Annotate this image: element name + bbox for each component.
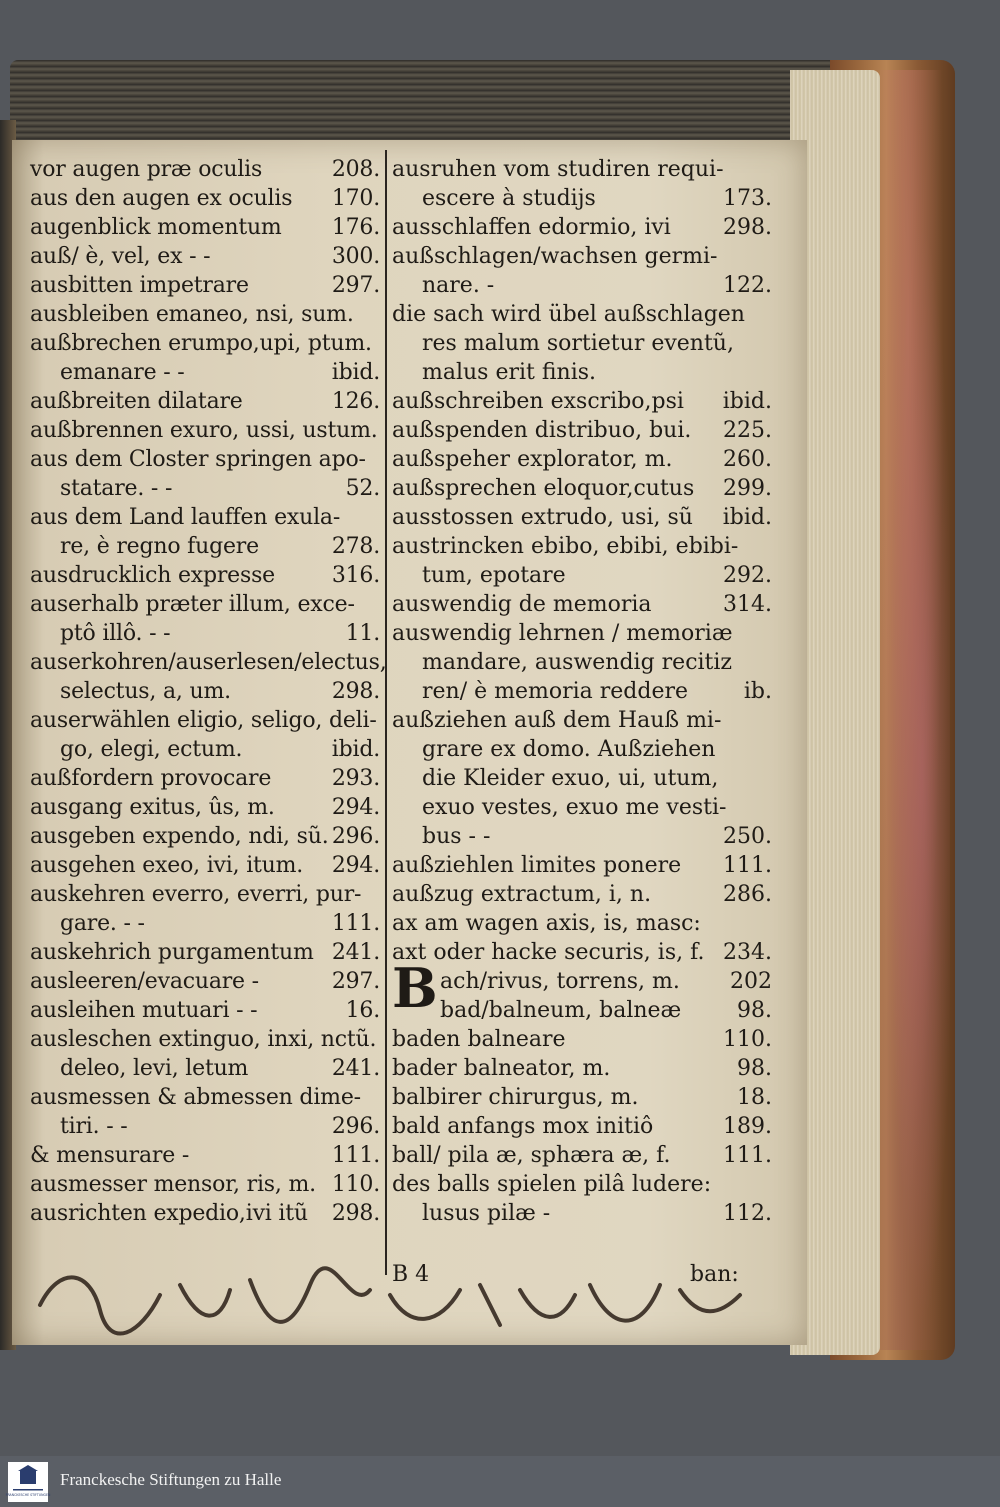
dictionary-entry <box>392 532 772 561</box>
entry-page-ref: 297. <box>331 273 380 298</box>
entry-text: auswendig lehrnen / memoriæ <box>392 621 733 646</box>
dictionary-entry <box>30 764 380 793</box>
entry-text: tiri. - - <box>60 1114 128 1139</box>
entry-page-ref: 297. <box>331 969 380 994</box>
entry-page-ref: 170. <box>331 186 380 211</box>
logo-caption: FRANCKESCHE STIFTUNGEN <box>5 1493 51 1497</box>
dictionary-entry <box>392 1083 772 1112</box>
dictionary-entry <box>30 242 380 271</box>
dictionary-entry <box>392 909 772 938</box>
dictionary-entry <box>392 358 772 387</box>
entry-page-ref: 260. <box>723 447 772 472</box>
entry-text: ausgang exitus, ûs, m. <box>30 795 275 820</box>
dictionary-entry <box>392 619 772 648</box>
dictionary-entry <box>392 503 772 532</box>
dictionary-entry <box>30 358 380 387</box>
entry-text: ausbitten impetrare <box>30 273 249 298</box>
entry-text: & mensurare - <box>30 1143 190 1168</box>
entry-text: lusus pilæ - <box>422 1201 551 1226</box>
dictionary-entry <box>392 271 772 300</box>
entry-text: ren/ è memoria reddere <box>422 679 689 704</box>
dictionary-entry <box>392 822 772 851</box>
entry-page-ref: 208. <box>331 157 380 182</box>
entry-page-ref: 316. <box>331 563 380 588</box>
dictionary-entry <box>392 213 772 242</box>
dictionary-entry <box>30 880 380 909</box>
entry-page-ref: 234. <box>723 940 772 965</box>
marbled-cover <box>880 70 950 1350</box>
dictionary-entry <box>392 706 772 735</box>
entry-text: balbirer chirurgus, m. <box>392 1085 639 1110</box>
dictionary-entry <box>392 938 772 967</box>
entry-page-ref: 278. <box>331 534 380 559</box>
dictionary-entry <box>30 1083 380 1112</box>
entry-text: go, elegi, ectum. <box>60 737 243 762</box>
entry-text: augenblick momentum <box>30 215 282 240</box>
dictionary-entry <box>30 300 380 329</box>
entry-page-ref: 250. <box>723 824 772 849</box>
entry-text: ausruhen vom studiren requi- <box>392 157 724 182</box>
dictionary-entry <box>392 648 772 677</box>
dictionary-entry <box>392 1054 772 1083</box>
entry-text: ausgehen exeo, ivi, itum. <box>30 853 304 878</box>
entry-text: außsprechen eloquor,cutus <box>392 476 695 501</box>
dictionary-entry <box>392 793 772 822</box>
dictionary-entry <box>392 387 772 416</box>
dictionary-entry <box>30 735 380 764</box>
entry-page-ref: 299. <box>723 476 772 501</box>
entry-text: aus dem Land lauffen exula- <box>30 505 341 530</box>
entry-page-ref: ibid. <box>722 389 772 414</box>
dictionary-entry <box>392 416 772 445</box>
entry-text: ausrichten expedio,ivi itũ <box>30 1201 308 1226</box>
dictionary-entry <box>392 1199 772 1228</box>
entry-page-ref: 296. <box>331 1114 380 1139</box>
dictionary-entry <box>30 938 380 967</box>
entry-text: exuo vestes, exuo me vesti- <box>422 795 727 820</box>
entry-text: aus dem Closter springen apo- <box>30 447 366 472</box>
entry-text: ax am wagen axis, is, masc: <box>392 911 701 936</box>
entry-text: auserhalb præter illum, exce- <box>30 592 355 617</box>
entry-page-ref: 241. <box>331 1056 380 1081</box>
dictionary-entry <box>392 561 772 590</box>
entry-text: ausbleiben emaneo, nsi, sum. <box>30 302 354 327</box>
entry-page-ref: 11. <box>345 621 380 646</box>
column-divider <box>385 150 387 1275</box>
dictionary-entry <box>30 967 380 996</box>
entry-text: bald anfangs mox initiô <box>392 1114 654 1139</box>
entry-text: auskehren everro, everri, pur- <box>30 882 362 907</box>
entry-text: ausmesser mensor, ris, m. <box>30 1172 316 1197</box>
signature-mark: B 4 <box>392 1262 430 1287</box>
entry-page-ref: 111. <box>331 911 380 936</box>
dictionary-entry <box>392 880 772 909</box>
dictionary-entry <box>392 1141 772 1170</box>
handwritten-inscription <box>30 1255 750 1345</box>
entry-page-ref: 110. <box>331 1172 380 1197</box>
book-top-edge <box>10 60 880 150</box>
entry-text: ausgeben expendo, ndi, sũ. <box>30 824 329 849</box>
entry-text: ausmessen & abmessen dime- <box>30 1085 361 1110</box>
dictionary-entry <box>392 677 772 706</box>
dictionary-entry <box>392 445 772 474</box>
entry-page-ref: 202 <box>730 969 772 994</box>
entry-text: mandare, auswendig recitiz <box>422 650 733 675</box>
entry-page-ref: 176. <box>331 215 380 240</box>
dictionary-entry <box>30 1054 380 1083</box>
entry-page-ref: 173. <box>723 186 772 211</box>
attribution-text: Franckesche Stiftungen zu Halle <box>60 1470 282 1489</box>
entry-text: außspenden distribuo, bui. <box>392 418 692 443</box>
dictionary-entry <box>392 242 772 271</box>
entry-page-ref: 293. <box>331 766 380 791</box>
entry-text: nare. - <box>422 273 495 298</box>
dictionary-entry <box>392 184 772 213</box>
dictionary-entry <box>30 677 380 706</box>
entry-page-ref: 16. <box>345 998 380 1023</box>
dictionary-entry <box>30 1112 380 1141</box>
dictionary-entry <box>30 706 380 735</box>
entry-text: außziehlen limites ponere <box>392 853 682 878</box>
entry-text: außbrechen erumpo,upi, ptum. <box>30 331 372 356</box>
entry-page-ref: 286. <box>723 882 772 907</box>
dictionary-entry <box>30 532 380 561</box>
dictionary-entry <box>30 1199 380 1228</box>
entry-page-ref: 112. <box>723 1201 772 1226</box>
entry-text: außbrennen exuro, ussi, ustum. <box>30 418 378 443</box>
entry-text: bad/balneum, balneæ <box>440 998 682 1023</box>
entry-text: axt oder hacke securis, is, f. <box>392 940 705 965</box>
entry-text: außschlagen/wachsen germi- <box>392 244 718 269</box>
entry-text: ball/ pila æ, sphæra æ, f. <box>392 1143 671 1168</box>
dictionary-entry <box>30 503 380 532</box>
entry-text: res malum sortietur eventũ, <box>422 331 734 356</box>
entry-text: außschreiben exscribo,psi <box>392 389 684 414</box>
entry-text: ausleihen mutuari - - <box>30 998 258 1023</box>
entry-text: malus erit finis. <box>422 360 597 385</box>
entry-page-ref: 126. <box>331 389 380 414</box>
entry-text: vor augen præ oculis <box>30 157 263 182</box>
entry-text: auskehrich purgamentum <box>30 940 314 965</box>
entry-text: gare. - - <box>60 911 145 936</box>
dictionary-entry <box>392 764 772 793</box>
dictionary-entry <box>30 474 380 503</box>
entry-page-ref: 296. <box>331 824 380 849</box>
entry-page-ref: 292. <box>723 563 772 588</box>
dictionary-entry <box>30 851 380 880</box>
dictionary-entry <box>30 416 380 445</box>
entry-page-ref: 189. <box>723 1114 772 1139</box>
entry-page-ref: 225. <box>723 418 772 443</box>
entry-text: austrincken ebibo, ebibi, ebibi- <box>392 534 739 559</box>
dictionary-entry <box>30 184 380 213</box>
dictionary-entry <box>392 1170 772 1199</box>
entry-text: auß/ è, vel, ex - - <box>30 244 211 269</box>
entry-text: selectus, a, um. <box>60 679 231 704</box>
entry-text: auswendig de memoria <box>392 592 652 617</box>
entry-text: re, è regno fugere <box>60 534 259 559</box>
entry-page-ref: 111. <box>723 853 772 878</box>
dictionary-entry <box>392 474 772 503</box>
right-column <box>392 155 772 1228</box>
entry-text: auserwählen eligio, seligo, deli- <box>30 708 377 733</box>
dictionary-entry <box>392 300 772 329</box>
dictionary-entry <box>30 793 380 822</box>
entry-text: außspeher explorator, m. <box>392 447 673 472</box>
entry-text: aus den augen ex oculis <box>30 186 293 211</box>
entry-page-ref: 314. <box>723 592 772 617</box>
entry-text: außziehen auß dem Hauß mi- <box>392 708 722 733</box>
entry-text: deleo, levi, letum <box>60 1056 249 1081</box>
catchword: ban: <box>690 1262 739 1287</box>
entry-text: ausleeren/evacuare - <box>30 969 259 994</box>
entry-text: emanare - - <box>60 360 185 385</box>
entry-page-ref: ibid. <box>331 737 380 762</box>
entry-text: bus - - <box>422 824 491 849</box>
entry-text: ptô illô. - - <box>60 621 171 646</box>
entry-text: auserkohren/auserlesen/electus, <box>30 650 387 675</box>
dictionary-entry <box>392 1112 772 1141</box>
dictionary-entry <box>30 822 380 851</box>
dictionary-entry <box>30 445 380 474</box>
dictionary-entry <box>30 996 380 1025</box>
entry-text: außzug extractum, i, n. <box>392 882 652 907</box>
entry-text: escere à studijs <box>422 186 596 211</box>
entry-page-ref: 52. <box>345 476 380 501</box>
dictionary-entry <box>392 590 772 619</box>
dictionary-entry <box>30 619 380 648</box>
entry-page-ref: ibid. <box>331 360 380 385</box>
entry-page-ref: 98. <box>737 1056 772 1081</box>
entry-page-ref: 122. <box>723 273 772 298</box>
entry-text: die Kleider exuo, ui, utum, <box>422 766 719 791</box>
entry-page-ref: 300. <box>331 244 380 269</box>
entry-page-ref: 110. <box>723 1027 772 1052</box>
dictionary-entry <box>30 1170 380 1199</box>
entry-page-ref: 98. <box>737 998 772 1023</box>
entry-page-ref: ibid. <box>722 505 772 530</box>
entry-text: tum, epotare <box>422 563 566 588</box>
entry-page-ref: 298. <box>331 679 380 704</box>
dictionary-entry <box>392 735 772 764</box>
dictionary-entry <box>30 271 380 300</box>
dictionary-entry <box>392 1025 772 1054</box>
entry-text: ausschlaffen edormio, ivi <box>392 215 671 240</box>
entry-text: außfordern provocare <box>30 766 272 791</box>
entry-page-ref: 294. <box>331 853 380 878</box>
entry-text: die sach wird übel außschlagen <box>392 302 745 327</box>
dictionary-entry <box>30 155 380 184</box>
dictionary-entry <box>392 996 772 1025</box>
dictionary-entry <box>30 590 380 619</box>
left-column <box>30 155 387 1228</box>
dictionary-entry <box>392 155 772 184</box>
entry-text: des balls spielen pilâ ludere: <box>392 1172 712 1197</box>
foundation-logo-icon <box>5 1462 51 1502</box>
entry-text: ausstossen extrudo, usi, sũ <box>392 505 693 530</box>
entry-page-ref: 298. <box>723 215 772 240</box>
entry-text: baden balneare <box>392 1027 566 1052</box>
entry-text: außbreiten dilatare <box>30 389 243 414</box>
entry-page-ref: ib. <box>743 679 772 704</box>
dictionary-entry <box>30 1025 380 1054</box>
entry-text: ach/rivus, torrens, m. <box>440 969 680 994</box>
dictionary-entry <box>30 648 387 677</box>
entry-text: ausleschen extinguo, inxi, nctũ. <box>30 1027 377 1052</box>
entry-page-ref: 294. <box>331 795 380 820</box>
entry-text: grare ex domo. Außziehen <box>422 737 716 762</box>
entry-text: statare. - - <box>60 476 173 501</box>
entry-page-ref: 298. <box>331 1201 380 1226</box>
entry-page-ref: 241. <box>331 940 380 965</box>
dictionary-entry <box>30 387 380 416</box>
dictionary-entry <box>392 851 772 880</box>
entry-page-ref: 111. <box>723 1143 772 1168</box>
dictionary-entry <box>30 909 380 938</box>
entry-page-ref: 18. <box>737 1085 772 1110</box>
dictionary-entry <box>30 329 380 358</box>
dictionary-entry <box>30 213 380 242</box>
dictionary-entry <box>392 329 772 358</box>
entry-text: bader balneator, m. <box>392 1056 611 1081</box>
dictionary-entry <box>30 561 380 590</box>
entry-page-ref: 111. <box>331 1143 380 1168</box>
entry-text: ausdrucklich expresse <box>30 563 275 588</box>
dictionary-entry <box>30 1141 380 1170</box>
drop-cap: B <box>392 956 438 1020</box>
